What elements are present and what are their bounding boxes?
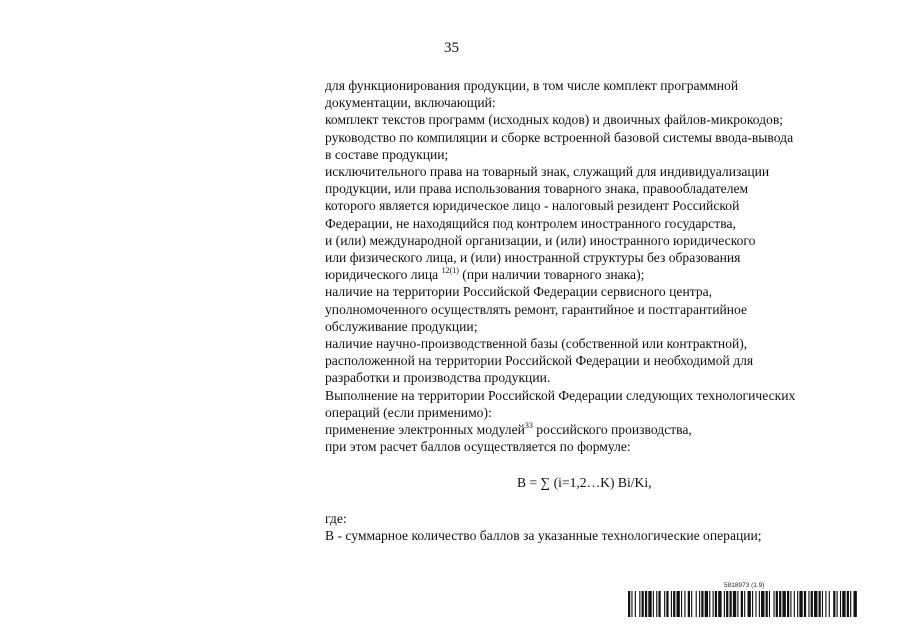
barcode-bar — [761, 591, 764, 617]
barcode-bar — [628, 591, 630, 617]
barcode-bar — [681, 591, 682, 617]
definition-line: B - суммарное количество баллов за указанные технологические операции; — [325, 528, 762, 544]
text-fragment: применение электронных модулей — [325, 422, 525, 438]
barcode-bar — [741, 591, 743, 617]
text-fragment: юридического лица — [325, 267, 442, 283]
barcode-bar — [759, 591, 760, 617]
barcode-bar — [733, 591, 736, 617]
where-label: где: — [325, 511, 347, 526]
definitions — [325, 510, 762, 544]
barcode — [628, 591, 858, 617]
text-line: исключительного права на товарный знак, служащий для индивидуализации — [325, 164, 770, 180]
barcode-bar — [842, 591, 845, 617]
barcode-bar — [724, 591, 725, 617]
barcode-bar — [715, 591, 717, 617]
barcode-label: 5818973 (1.9) — [724, 582, 765, 589]
barcode-bar — [696, 591, 697, 617]
text-line: обслуживание продукции; — [325, 318, 478, 334]
barcode-bar — [825, 591, 826, 617]
text-line: операций (если применимо): — [325, 404, 492, 420]
barcode-bar — [726, 591, 728, 617]
barcode-bar — [653, 591, 654, 617]
text-line: документации, включающий: — [325, 95, 496, 111]
barcode-bar — [766, 591, 768, 617]
text-fragment: российского производства, — [532, 422, 692, 438]
footnote-ref: 12(1) — [441, 265, 459, 275]
barcode-bar — [850, 591, 851, 617]
text-line: Федерации, не находящийся под контролем иностранного государства, — [325, 215, 736, 231]
barcode-bar — [799, 591, 802, 617]
barcode-bar — [701, 591, 703, 617]
text-line: наличие на территории Российской Федерации сервисного центра, — [325, 284, 713, 300]
text-line: комплект текстов программ (исходных кодов) и двоичных файлов-микрокодов; — [325, 112, 784, 128]
barcode-bar — [666, 591, 668, 617]
text-line: руководство по компиляции и сборке встроенной базовой системы ввода-вывода — [325, 129, 794, 145]
barcode-bar — [656, 591, 657, 617]
barcode-bar — [790, 591, 791, 617]
barcode-bar — [837, 591, 838, 617]
barcode-bar — [808, 591, 809, 617]
barcode-bar — [787, 591, 789, 617]
text-line: уполномоченного осуществлять ремонт, гарантийное и постгарантийное — [325, 301, 748, 317]
barcode-bar — [664, 591, 665, 617]
formula: B = ∑ (i=1,2…K) Bi/Ki, — [517, 475, 652, 490]
barcode-bar — [639, 591, 640, 617]
barcode-bar — [804, 591, 806, 617]
text-line: которого является юридическое лицо - налоговый резидент Российской — [325, 198, 740, 214]
barcode-bar — [773, 591, 774, 617]
barcode-bar — [676, 591, 679, 617]
barcode-bar — [631, 591, 632, 617]
barcode-bar — [811, 591, 813, 617]
footnote-ref: 33 — [524, 420, 533, 430]
barcode-bar — [705, 591, 708, 617]
barcode-bar — [635, 591, 636, 617]
barcode-bar — [748, 591, 751, 617]
barcode-bar — [709, 591, 710, 617]
barcode-bar — [853, 591, 856, 617]
barcode-bar — [840, 591, 841, 617]
barcode-bar — [744, 591, 745, 617]
barcode-bar — [752, 591, 753, 617]
barcode-bar — [729, 591, 731, 617]
barcode-bar — [776, 591, 778, 617]
barcode-bar — [673, 591, 675, 617]
barcode-bar — [737, 591, 738, 617]
barcode-bar — [684, 591, 685, 617]
barcode-bar — [718, 591, 721, 617]
barcode-bar — [797, 591, 798, 617]
barcode-bar — [645, 591, 647, 617]
text-line: наличие научно-производственной базы (собственной или контрактной), — [325, 336, 748, 352]
barcode-bar — [648, 591, 651, 617]
text-line-with-footnote — [325, 266, 885, 283]
text-line: и (или) международной организации, и (или) иностранного юридического — [325, 232, 756, 248]
barcode-bar — [814, 591, 817, 617]
barcode-bar — [691, 591, 692, 617]
barcode-bar — [794, 591, 795, 617]
text-line: расположенной на территории Российской Федерации и необходимой для — [325, 353, 754, 369]
text-line: в составе продукции; — [325, 146, 449, 162]
barcode-bar — [642, 591, 644, 617]
barcode-bar — [671, 591, 672, 617]
barcode-bar — [819, 591, 821, 617]
text-line: или физического лица, и (или) иностранной структуры без образования — [325, 250, 741, 266]
text-line: продукции, или права использования товарного знака, правообладателем — [325, 181, 749, 197]
text-line-with-footnote — [325, 421, 885, 438]
barcode-bar — [833, 591, 835, 617]
barcode-bar — [782, 591, 785, 617]
barcode-bar — [658, 591, 660, 617]
text-line: при этом расчет баллов осуществляется по формуле: — [325, 439, 631, 455]
text-line: разработки и производства продукции. — [325, 370, 551, 386]
barcode-bar — [699, 591, 700, 617]
barcode-bar — [688, 591, 690, 617]
barcode-bar — [755, 591, 756, 617]
text-line: для функционирования продукции, в том числе комплект программной — [325, 78, 739, 93]
barcode-bar — [779, 591, 781, 617]
barcode-bar — [769, 591, 770, 617]
page-number: 35 — [444, 40, 459, 56]
text-fragment: (при наличии товарного знака); — [458, 267, 645, 283]
barcode-bar — [847, 591, 849, 617]
barcode-bar — [713, 591, 714, 617]
barcode-block — [628, 582, 858, 617]
barcode-bar — [829, 591, 830, 617]
body-text — [325, 77, 885, 455]
text-line: Выполнение на территории Российской Федерации следующих технологических — [325, 387, 796, 403]
barcode-bar — [822, 591, 823, 617]
